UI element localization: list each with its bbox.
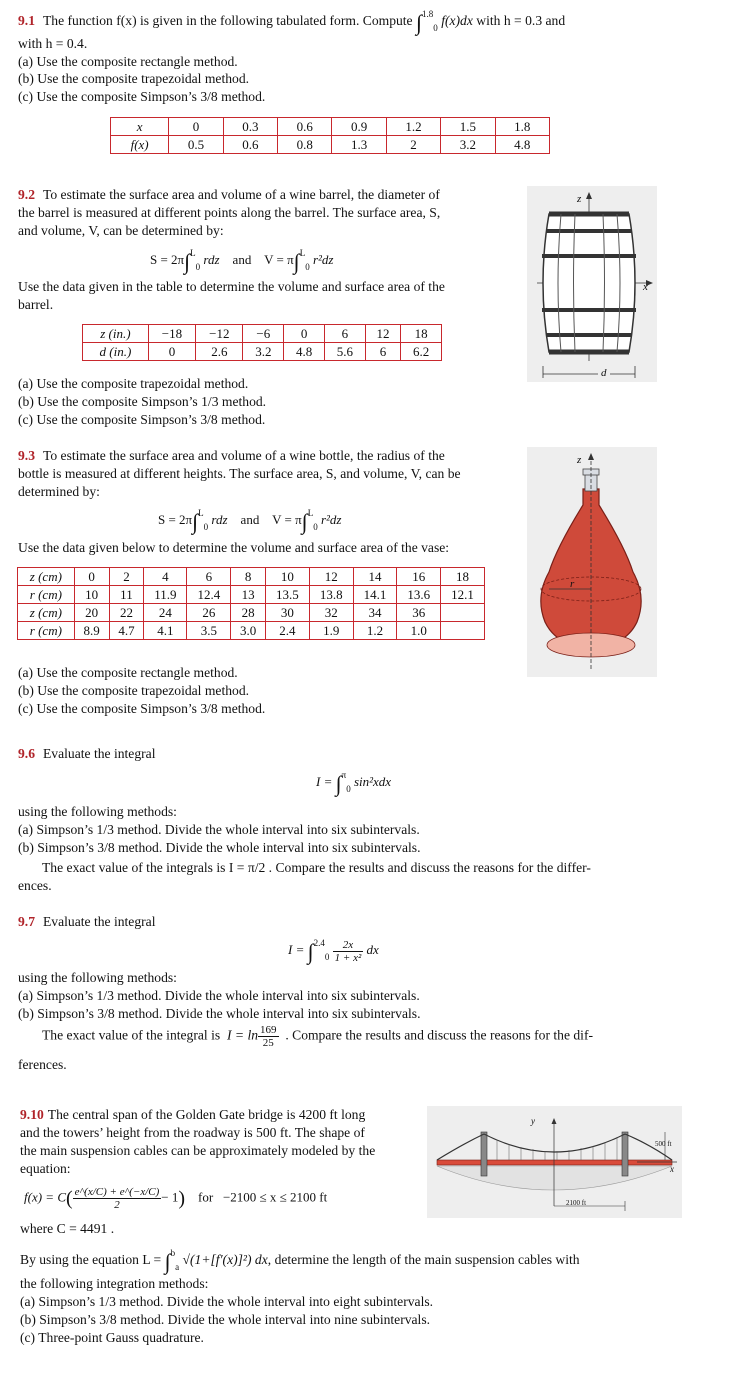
- p92-eq-s: S = 2π: [150, 252, 185, 267]
- p92-text-3: and volume, V, can be determined by:: [18, 223, 224, 238]
- p91-item-b: (b) Use the composite trapezoidal method.: [18, 71, 250, 86]
- p91-line2: with h = 0.4.: [18, 36, 88, 51]
- p96-equation: [316, 766, 391, 798]
- p910-text-2: and the towers’ height from the roadway is 500 ft. The shape of: [20, 1125, 365, 1140]
- p96-number: 9.6: [18, 746, 35, 761]
- p93-eq-upper-2: L: [307, 508, 314, 518]
- table-cell: 6: [187, 568, 231, 586]
- bridge-x-label: x: [670, 1164, 674, 1174]
- table-cell: 0.3: [223, 118, 277, 136]
- p97-methods: using the following methods:: [18, 970, 177, 985]
- p93-item-c: (c) Use the composite Simpson’s 3/8 method.: [18, 701, 266, 716]
- table-cell: 30: [266, 604, 310, 622]
- p910-eq-tail: − 1: [161, 1189, 179, 1205]
- p97-exact-post: . Compare the results and discuss the reasons for the dif-: [285, 1027, 593, 1043]
- bridge-height-label: 500 ft: [655, 1140, 672, 1148]
- arrow-up-icon: [588, 453, 594, 460]
- bridge-y-label: y: [531, 1116, 535, 1126]
- p97-ln-fraction: [258, 1024, 279, 1049]
- table-cell: 0.8: [278, 136, 332, 154]
- p97-fraction: [333, 939, 364, 964]
- p92-use-2: barrel.: [18, 297, 54, 312]
- p96-title-line: [18, 745, 155, 763]
- vase-r-label: r: [570, 578, 575, 590]
- p97-eq-dx: dx: [366, 942, 379, 957]
- p91-integral-sign: ∫: [416, 10, 423, 35]
- p93-eq-lower-2: 0: [313, 522, 318, 532]
- p96-methods: using the following methods:: [18, 804, 177, 819]
- p96-eq-upper: π: [341, 770, 347, 780]
- table-cell: 20: [74, 604, 109, 622]
- bridge-side-cable-left: [437, 1134, 484, 1160]
- p97-title-line: [18, 913, 155, 931]
- table-cell: 5.6: [324, 343, 365, 361]
- p93-equation: [158, 504, 341, 536]
- bridge-width-label: 2100 ft: [566, 1199, 587, 1207]
- p96-title: Evaluate the integral: [43, 746, 156, 761]
- p910-fraction: [73, 1186, 162, 1211]
- bridge-ground: [437, 1166, 672, 1190]
- table-cell: 10: [74, 586, 109, 604]
- table-cell: 13.6: [397, 586, 441, 604]
- table-cell: r (cm): [18, 586, 75, 604]
- integral-sign: ∫: [192, 509, 199, 534]
- p93-line1: [18, 447, 445, 465]
- integral-sign: ∫: [335, 771, 342, 796]
- p93-number: 9.3: [18, 448, 35, 463]
- p91-tail: with h = 0.3 and: [476, 13, 566, 28]
- p96-item-b: (b) Simpson’s 3/8 method. Divide the whole interval into six subintervals.: [18, 840, 421, 855]
- arrow-up-icon: [552, 1118, 557, 1124]
- p93-table: [17, 567, 485, 640]
- table-cell: f(x): [111, 136, 169, 154]
- table-cell: 12.1: [441, 586, 485, 604]
- table-cell: 1.0: [397, 622, 441, 640]
- p93-eq-and: and: [240, 512, 260, 527]
- integral-sign: ∫: [184, 249, 191, 274]
- p91-line1: [18, 5, 565, 37]
- table-cell: 2.4: [266, 622, 310, 640]
- table-row: [83, 343, 442, 361]
- p92-text-2: the barrel is measured at different points along the barrel. The surface area, S,: [18, 205, 441, 220]
- p91-intro: The function f(x) is given in the following tabulated form. Compute: [43, 13, 413, 28]
- p97-number: 9.7: [18, 914, 35, 929]
- p93-eq-s: S = 2π: [158, 512, 193, 527]
- table-cell: 3.5: [187, 622, 231, 640]
- p910-by-int: √(1+[f′(x)]²) dx: [182, 1252, 268, 1267]
- p910-by-pre: By using the equation L =: [20, 1252, 162, 1267]
- p91-number: 9.1: [18, 13, 35, 28]
- table-cell: 18: [441, 568, 485, 586]
- p97-item-b: (b) Simpson’s 3/8 method. Divide the whole interval into six subintervals.: [18, 1006, 421, 1021]
- p97-equation: [288, 934, 379, 966]
- table-row: [111, 118, 550, 136]
- table-cell: 6.2: [401, 343, 442, 361]
- arrow-up-icon: [586, 192, 592, 199]
- table-cell: 12.4: [187, 586, 231, 604]
- table-cell: 0: [148, 343, 195, 361]
- p910-by-upper: b: [170, 1248, 176, 1258]
- p910-where: where C = 4491 .: [20, 1221, 115, 1236]
- table-row: [18, 622, 485, 640]
- p91-item-c: (c) Use the composite Simpson’s 3/8 method.: [18, 89, 266, 104]
- p92-text-1: To estimate the surface area and volume of a wine barrel, the diameter of: [43, 187, 440, 202]
- p93-eq-v-body: r²dz: [320, 512, 342, 527]
- p97-title: Evaluate the integral: [43, 914, 156, 929]
- table-cell: 12: [365, 325, 401, 343]
- barrel-figure: [527, 186, 657, 382]
- table-cell: 16: [397, 568, 441, 586]
- p910-eq-lhs: f(x) = C: [24, 1189, 66, 1205]
- integral-sign: ∫: [307, 939, 314, 964]
- table-cell: 18: [401, 325, 442, 343]
- p92-item-b: (b) Use the composite Simpson’s 1/3 method.: [18, 394, 267, 409]
- table-cell: 4.8: [495, 136, 549, 154]
- barrel-z-label: z: [577, 193, 582, 205]
- table-row: [83, 325, 442, 343]
- table-cell: [441, 622, 485, 640]
- p910-item-c: (c) Three-point Gauss quadrature.: [20, 1330, 204, 1345]
- p91-integrand: f(x)dx: [441, 13, 473, 28]
- p97-exact-2: ferences.: [18, 1057, 67, 1072]
- table-row: [18, 586, 485, 604]
- table-cell: 28: [231, 604, 266, 622]
- p97-eq-lhs: I =: [288, 942, 305, 957]
- p92-eq-v-body: r²dz: [312, 252, 334, 267]
- table-cell: 1.9: [309, 622, 353, 640]
- table-cell: 4: [144, 568, 187, 586]
- table-cell: 4.1: [144, 622, 187, 640]
- p93-text-3: determined by:: [18, 484, 100, 499]
- table-cell: 4.7: [109, 622, 144, 640]
- table-cell: 6: [324, 325, 365, 343]
- table-cell: 3.2: [441, 136, 495, 154]
- p92-line1: [18, 186, 440, 204]
- integral-sign: ∫: [164, 1249, 171, 1274]
- integral-sign: ∫: [293, 249, 300, 274]
- table-cell: 6: [365, 343, 401, 361]
- p910-equation: [24, 1186, 327, 1211]
- p93-use-line: Use the data given below to determine the volume and surface area of the vase:: [18, 540, 450, 555]
- p92-item-a: (a) Use the composite trapezoidal method.: [18, 376, 249, 391]
- vase-z-label: z: [577, 454, 582, 466]
- table-cell: 8: [231, 568, 266, 586]
- paren-left: (: [65, 1187, 73, 1210]
- p97-item-a: (a) Simpson’s 1/3 method. Divide the whole interval into six subintervals.: [18, 988, 420, 1003]
- bridge-tower-left: [481, 1132, 487, 1176]
- p910-eq-for: for: [198, 1189, 214, 1205]
- table-cell: 3.0: [231, 622, 266, 640]
- table-cell: z (in.): [83, 325, 149, 343]
- p97-exact-eq: I = ln: [226, 1027, 259, 1043]
- paren-right: ): [178, 1187, 186, 1210]
- p910-number: 9.10: [20, 1107, 44, 1122]
- table-cell: 1.3: [332, 136, 386, 154]
- p97-ln-den: 25: [262, 1037, 274, 1049]
- table-cell: 0.9: [332, 118, 386, 136]
- p96-item-a: (a) Simpson’s 1/3 method. Divide the whole interval into six subintervals.: [18, 822, 420, 837]
- table-cell: 0.6: [278, 118, 332, 136]
- table-cell: [441, 604, 485, 622]
- integral-sign: ∫: [301, 509, 308, 534]
- p93-item-b: (b) Use the composite trapezoidal method.: [18, 683, 250, 698]
- p92-eq-lower-2: 0: [305, 262, 310, 272]
- p910-item-b: (b) Simpson’s 3/8 method. Divide the whole interval into nine subintervals.: [20, 1312, 431, 1327]
- p910-eq-num: e^(x/C) + e^(−x/C): [74, 1186, 160, 1198]
- table-row: [18, 568, 485, 586]
- table-cell: 13.5: [266, 586, 310, 604]
- barrel-body: [543, 214, 635, 352]
- table-cell: 0.6: [223, 136, 277, 154]
- p93-eq-lower: 0: [203, 522, 209, 532]
- table-cell: 26: [187, 604, 231, 622]
- p91-lower: 0: [433, 23, 438, 33]
- table-cell: 4.8: [284, 343, 325, 361]
- p92-item-c: (c) Use the composite Simpson’s 3/8 method.: [18, 412, 266, 427]
- p97-eq-lower: 0: [324, 952, 330, 962]
- bridge-main-cable: [484, 1134, 625, 1152]
- barrel-d-label: d: [598, 364, 610, 382]
- table-cell: 10: [266, 568, 310, 586]
- table-cell: d (in.): [83, 343, 149, 361]
- p97-exact-line: [42, 1024, 593, 1049]
- p910-line1: [20, 1106, 365, 1124]
- barrel-x-label: x: [643, 281, 648, 293]
- table-cell: 0: [284, 325, 325, 343]
- table-cell: 12: [309, 568, 353, 586]
- p910-text-3: the main suspension cables can be approximately modeled by the: [20, 1143, 376, 1158]
- p910-item-a: (a) Simpson’s 1/3 method. Divide the whole interval into eight subintervals.: [20, 1294, 434, 1309]
- p96-eq-body: sin²xdx: [353, 774, 392, 789]
- p93-text-1: To estimate the surface area and volume of a wine bottle, the radius of the: [43, 448, 445, 463]
- p92-eq-s-body: rdz: [203, 252, 220, 267]
- p93-eq-v: V = π: [272, 512, 302, 527]
- table-cell: −12: [196, 325, 243, 343]
- table-cell: z (cm): [18, 604, 75, 622]
- p92-eq-lower: 0: [195, 262, 201, 272]
- table-cell: 13: [231, 586, 266, 604]
- table-cell: −6: [243, 325, 284, 343]
- bridge-roadway: [437, 1160, 672, 1165]
- p93-eq-upper: L: [198, 508, 204, 518]
- table-cell: 13.8: [309, 586, 353, 604]
- table-cell: 2: [109, 568, 144, 586]
- p96-exact-2: ences.: [18, 878, 52, 893]
- bridge-hangers: [497, 1137, 617, 1160]
- table-cell: z (cm): [18, 568, 75, 586]
- p96-eq-lower: 0: [346, 784, 351, 794]
- p92-eq-v: V = π: [264, 252, 294, 267]
- p96-exact-1: The exact value of the integrals is I = π/2 . Compare the results and discuss the reasons for the differ-: [42, 860, 591, 875]
- table-cell: 36: [397, 604, 441, 622]
- p93-item-a: (a) Use the composite rectangle method.: [18, 665, 238, 680]
- table-cell: 1.2: [353, 622, 397, 640]
- p97-exact-pre: The exact value of the integral is: [42, 1027, 221, 1043]
- table-cell: 2.6: [196, 343, 243, 361]
- bridge-tower-right: [622, 1132, 628, 1176]
- p92-eq-upper: L: [190, 248, 196, 258]
- table-cell: 11.9: [144, 586, 187, 604]
- p910-eq-range: −2100 ≤ x ≤ 2100 ft: [222, 1189, 328, 1205]
- table-cell: 24: [144, 604, 187, 622]
- table-cell: 34: [353, 604, 397, 622]
- table-cell: 0: [74, 568, 109, 586]
- table-cell: 14.1: [353, 586, 397, 604]
- table-cell: 0: [169, 118, 223, 136]
- p92-eq-and: and: [232, 252, 252, 267]
- table-cell: 32: [309, 604, 353, 622]
- p96-eq-lhs: I =: [316, 774, 333, 789]
- p91-item-a: (a) Use the composite rectangle method.: [18, 54, 238, 69]
- p97-eq-den: 1 + x²: [334, 951, 362, 964]
- table-cell: 8.9: [74, 622, 109, 640]
- table-cell: 1.5: [441, 118, 495, 136]
- p92-table: [82, 324, 442, 361]
- table-row: [111, 136, 550, 154]
- table-row: [18, 604, 485, 622]
- table-cell: 1.8: [495, 118, 549, 136]
- p92-equation: [150, 244, 333, 276]
- p97-eq-upper: 2.4: [313, 938, 325, 948]
- p910-eq-den: 2: [114, 1199, 120, 1211]
- p93-eq-s-body: rdz: [211, 512, 228, 527]
- p910-line-after: the following integration methods:: [20, 1276, 209, 1291]
- table-cell: 1.2: [386, 118, 440, 136]
- p92-eq-upper-2: L: [299, 248, 306, 258]
- p91-upper: 1.8: [422, 9, 434, 19]
- bridge-figure: [427, 1106, 682, 1218]
- p93-text-2: bottle is measured at different heights. The surface area, S, and volume, V, can be: [18, 466, 461, 481]
- table-cell: 2: [386, 136, 440, 154]
- table-cell: x: [111, 118, 169, 136]
- p910-by-lower: a: [175, 1262, 180, 1272]
- p910-text-1: The central span of the Golden Gate bridge is 4200 ft long: [47, 1107, 366, 1122]
- p910-by-post: , determine the length of the main suspension cables with: [267, 1252, 580, 1267]
- table-cell: 3.2: [243, 343, 284, 361]
- table-cell: −18: [148, 325, 195, 343]
- table-cell: 14: [353, 568, 397, 586]
- table-cell: 22: [109, 604, 144, 622]
- p92-number: 9.2: [18, 187, 35, 202]
- p910-by-line: [20, 1244, 580, 1276]
- table-cell: 11: [109, 586, 144, 604]
- p910-text-4: equation:: [20, 1161, 71, 1176]
- vase-figure: [527, 447, 657, 677]
- p97-eq-num: 2x: [333, 939, 364, 952]
- p97-ln-num: 169: [260, 1024, 277, 1036]
- p91-table: [110, 117, 550, 154]
- p92-use-1: Use the data given in the table to determine the volume and surface area of the: [18, 279, 445, 294]
- table-cell: r (cm): [18, 622, 75, 640]
- table-cell: 0.5: [169, 136, 223, 154]
